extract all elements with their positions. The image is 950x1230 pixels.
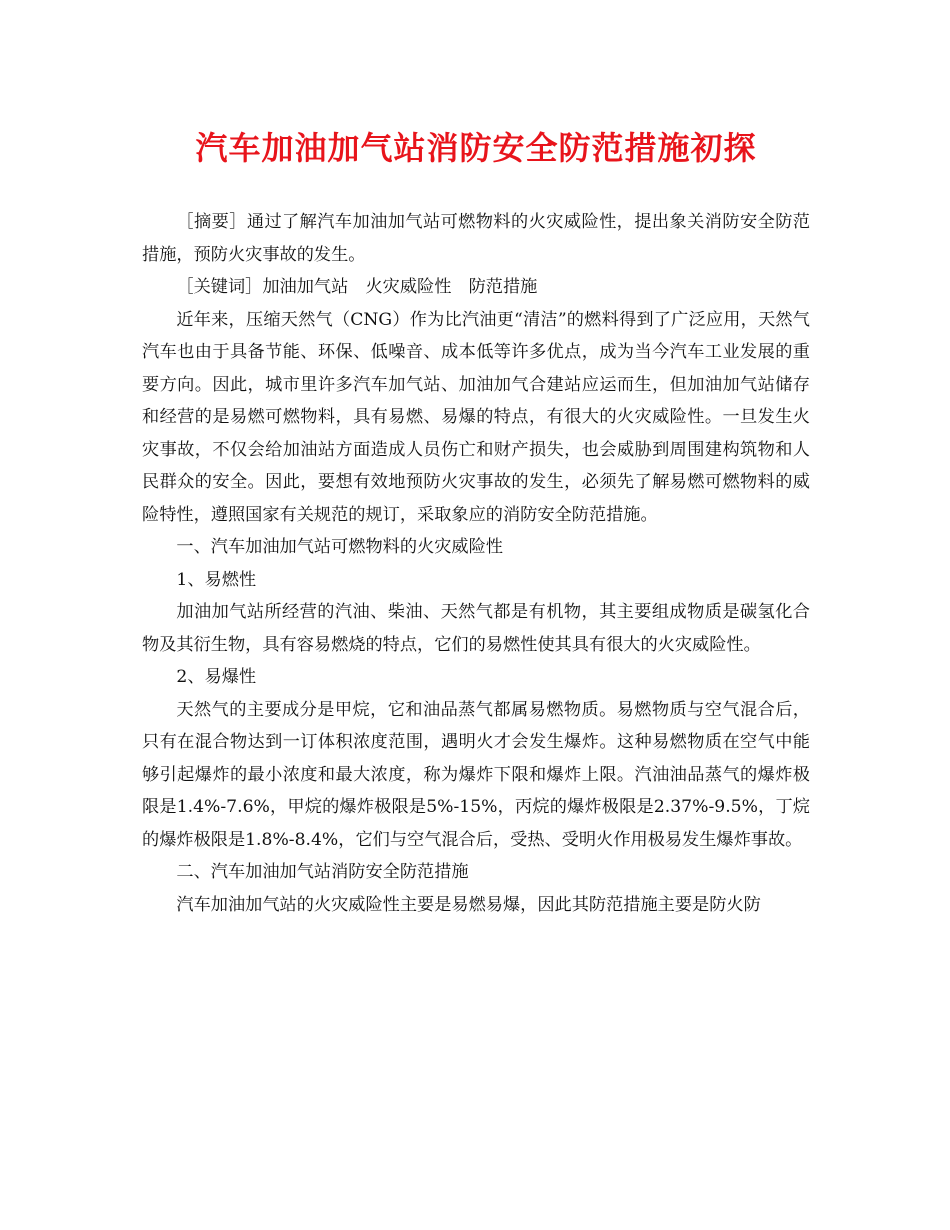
subheading-flammability: 1、易燃性 bbox=[176, 569, 257, 590]
document-page bbox=[142, 120, 810, 921]
section-heading-2: 二、汽车加油加气站消防安全防范措施 bbox=[176, 862, 469, 882]
abstract-paragraph: ［摘要］通过了解汽车加油加气站可燃物料的火灾威险性，提出象关消防安全防范措施，预防火灾事故的发生。 bbox=[142, 212, 810, 265]
section-heading-1: 一、汽车加油加气站可燃物料的火灾威险性 bbox=[176, 537, 503, 557]
flammability-paragraph: 加油加气站所经营的汽油、柴油、天然气都是有机物，其主要组成物质是碳氢化合物及其衍生物，具有容易燃烧的特点，它们的易燃性使其具有很大的火灾威险性。 bbox=[142, 602, 810, 655]
keywords-paragraph: ［关键词］加油加气站 火灾威险性 防范措施 bbox=[176, 277, 538, 297]
subheading-explosiveness: 2、易爆性 bbox=[176, 667, 257, 687]
explosiveness-paragraph: 天然气的主要成分是甲烷，它和油品蒸气都属易燃物质。易燃物质与空气混合后，只有在混合物达到一订体积浓度范围，遇明火才会发生爆炸。这种易燃物质在空气中能够引起爆炸的最小浓度和最大浓度，称为爆炸下限和爆炸上限。汽油油品蒸气的爆炸极限是1.4%-7.6%，甲烷的爆炸极限是5%-15%，丙烷的爆炸极限是2.37%-9.5%，丁烷的爆炸极限是1.8%-8.4%，它们与空气混合后，受热、受明火作用极易发生爆炸事故。 bbox=[142, 699, 810, 850]
document-body bbox=[142, 206, 810, 921]
measures-paragraph: 汽车加油加气站的火灾威险性主要是易燃易爆，因此其防范措施主要是防火防 bbox=[176, 894, 761, 915]
document-title: 汽车加油加气站消防安全防范措施初探 bbox=[195, 129, 757, 167]
intro-paragraph: 近年来，压缩天然气（CNG）作为比汽油更“清洁”的燃料得到了广泛应用，天然气汽车也由于具备节能、环保、低噪音、成本低等许多优点，成为当今汽车工业发展的重要方向。因此，城市里许多汽车加气站、加油加气合建站应运而生，但加油加气站储存和经营的是易燃可燃物料，具有易燃、易爆的特点，有很大的火灾威险性。一旦发生火灾事故，不仅会给加油站方面造成人员伤亡和财产损失，也会威胁到周围建构筑物和人民群众的安全。因此，要想有效地预防火灾事故的发生，必须先了解易燃可燃物料的威险特性，遵照国家有关规范的规订，采取象应的消防安全防范措施。 bbox=[142, 309, 810, 525]
